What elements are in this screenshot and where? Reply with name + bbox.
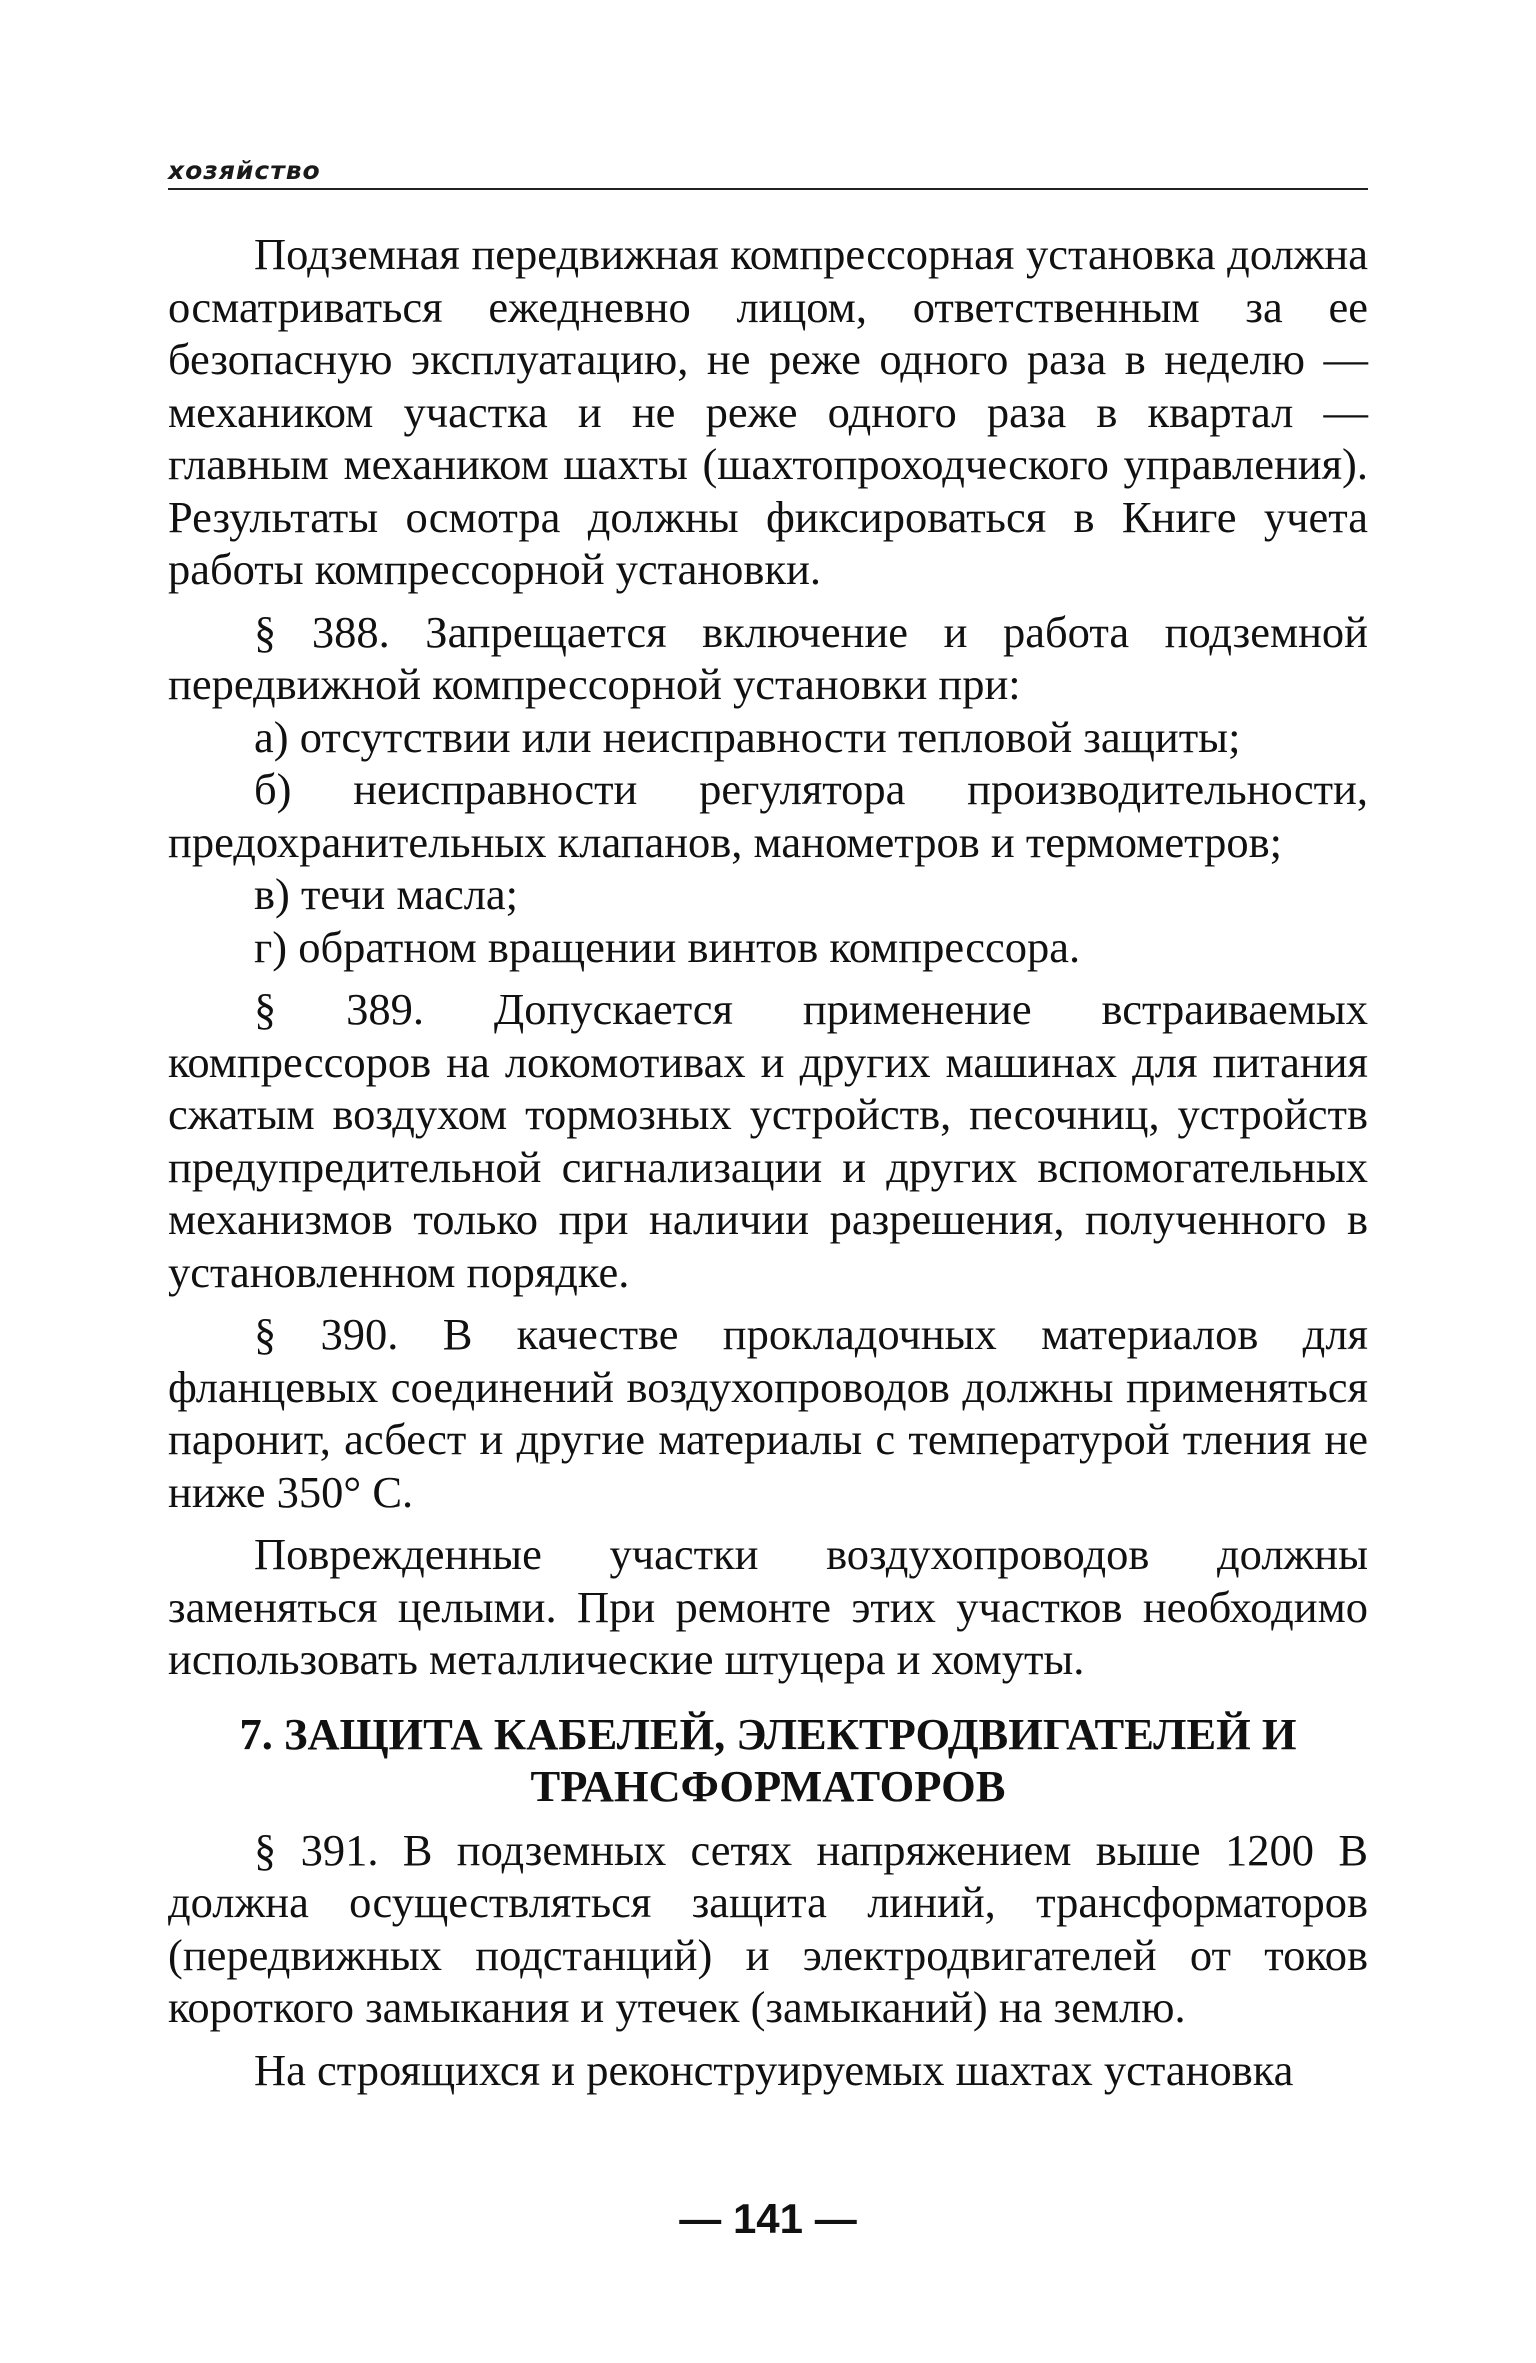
section-heading-line-1: 7. ЗАЩИТА КАБЕЛЕЙ, ЭЛЕКТРОДВИГАТЕЛЕЙ И <box>239 1708 1297 1759</box>
list-item-g: г) обратном вращении винтов компрессора. <box>254 921 1081 972</box>
list-item-a: а) отсутствии или неисправности тепловой защиты; <box>254 711 1241 762</box>
paragraph-damaged-sections: Поврежденные участки воздухопроводов должны заменяться целыми. При ремонте этих участков необходимо использовать металлические штуцера и хомуты. <box>168 1529 1368 1684</box>
paragraph-390: § 390. В качестве прокладочных материалов для фланцевых соединений воздухопроводов должны применяться паронит, асбест и другие материалы с температурой тления не ниже 350° С. <box>168 1309 1368 1517</box>
book-page <box>168 140 1368 2300</box>
section-heading <box>168 1708 1368 1812</box>
section-heading-line-2: ТРАНСФОРМАТОРОВ <box>530 1760 1006 1811</box>
paragraph-389: § 389. Допускается применение встраиваемых компрессоров на локомотивах и других машинах для питания сжатым воздухом тормозных устройств, песочниц, устройств предупредительной сигнализации и других вспомогательных механизмов только при наличии разрешения, полученного в установленном порядке. <box>168 984 1368 1297</box>
paragraph-391: § 391. В подземных сетях напряжением выше 1200 В должна осуществляться защита линий, трансформаторов (передвижных подстанций) и электродвигателей от токов короткого замыкания и утечек (замыканий) на землю. <box>168 1824 1368 2032</box>
paragraph-inspection: Подземная передвижная компрессорная установка должна осматриваться ежедневно лицом, ответственным за ее безопасную эксплуатацию, не реже одного раза в неделю — механиком участка и не реже одного раза в квартал — главным механиком шахты (шахтопроходческого управления). Результаты осмотра должны фиксироваться в Книге учета работы компрессорной установки. <box>168 229 1368 594</box>
paragraph-construction: На строящихся и реконструируемых шахтах установка <box>254 2044 1294 2095</box>
paragraph-388: § 388. Запрещается включение и работа подземной передвижной компрессорной установки при: <box>168 606 1368 709</box>
running-title: хозяйство <box>168 156 321 185</box>
list-item-b: б) неисправности регулятора производительности, предохранительных клапанов, манометров и термометров; <box>168 764 1368 867</box>
running-header <box>168 140 1368 190</box>
page-number: — 141 — <box>679 2195 857 2242</box>
list-item-v: в) течи масла; <box>254 869 519 919</box>
main-text <box>168 228 1368 2096</box>
